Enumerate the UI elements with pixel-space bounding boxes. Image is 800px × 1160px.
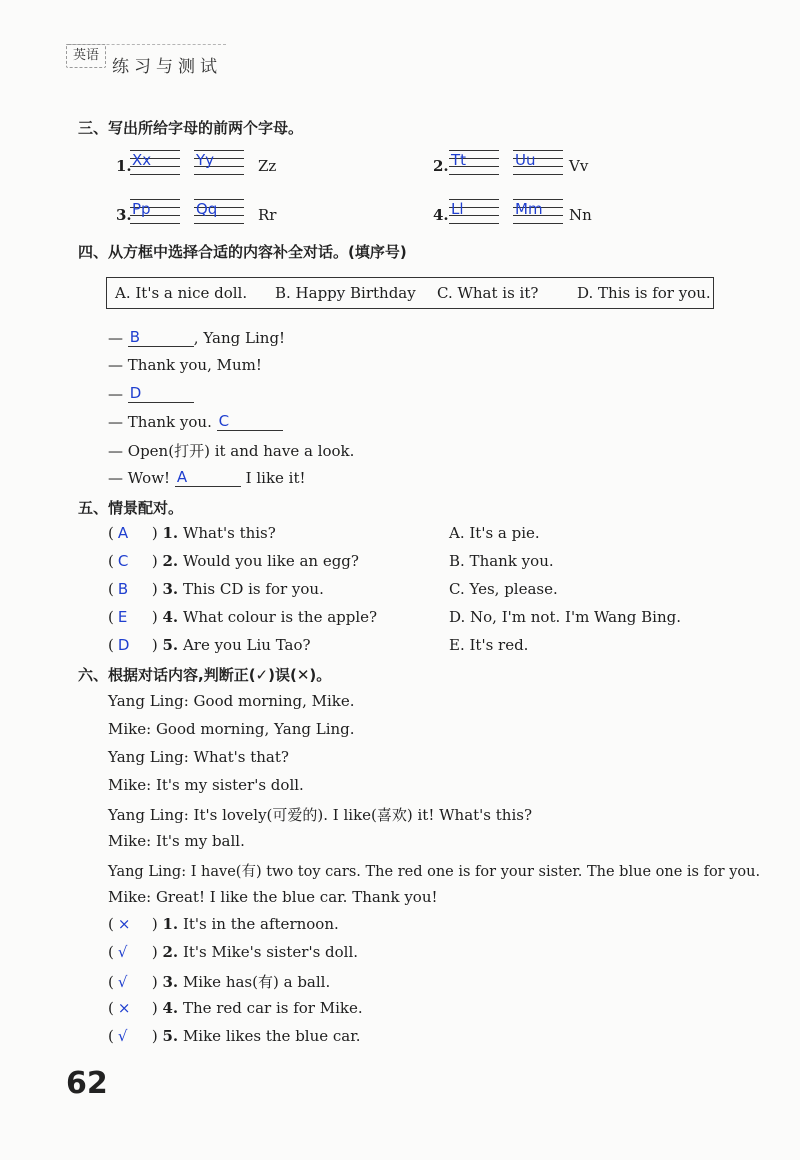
handwritten-answer: Pp xyxy=(132,200,151,218)
book-title: 练习与测试 xyxy=(112,57,222,77)
answer-blank[interactable] xyxy=(175,468,241,487)
item-number: 1. xyxy=(116,157,132,175)
handwritten-answer: Mm xyxy=(515,200,543,218)
answer-blank-2[interactable] xyxy=(513,150,563,174)
item-number: 2. xyxy=(433,157,449,175)
handwritten-answer: Xx xyxy=(132,151,152,169)
answer-blank-2[interactable] xyxy=(194,150,244,174)
item-number: 5. xyxy=(162,1027,179,1045)
match-question-3: ( B ) 3. This CD is for you. xyxy=(108,580,324,598)
handwritten-answer[interactable]: √ xyxy=(117,973,128,991)
handwritten-answer[interactable]: √ xyxy=(117,1027,128,1045)
option-c: C. What is it? xyxy=(437,284,539,302)
question-text: This CD is for you. xyxy=(182,580,324,598)
section6-title: 六、根据对话内容,判断正(✓)误(✕)。 xyxy=(78,666,332,684)
item-number: 3. xyxy=(116,206,132,224)
handwritten-answer: B xyxy=(129,328,141,346)
judge-statement-4: ( × ) 4. The red car is for Mike. xyxy=(108,999,363,1017)
item-number: 1. xyxy=(162,524,179,542)
dash: — xyxy=(108,442,123,460)
handwritten-answer[interactable]: E xyxy=(117,608,128,626)
handwritten-answer: Yy xyxy=(196,151,215,169)
answer-blank-1[interactable] xyxy=(130,150,180,174)
dialogue-line-4 xyxy=(108,412,283,431)
handwritten-answer[interactable]: B xyxy=(117,580,129,598)
item-number: 5. xyxy=(162,636,179,654)
page-number: 62 xyxy=(66,1066,108,1101)
handwritten-answer[interactable]: √ xyxy=(117,943,128,961)
statement-text: It's in the afternoon. xyxy=(182,915,339,933)
dialogue-line-1 xyxy=(108,328,285,347)
match-question-1: ( A ) 1. What's this? xyxy=(108,524,276,542)
answer-blank-2[interactable] xyxy=(194,199,244,223)
match-question-5: ( D ) 5. Are you Liu Tao? xyxy=(108,636,311,654)
answer-blank-1[interactable] xyxy=(449,150,499,174)
dialogue-line-3 xyxy=(108,384,194,403)
statement-text: The red car is for Mike. xyxy=(182,999,363,1017)
handwritten-answer: A xyxy=(176,468,188,486)
dash: — xyxy=(108,413,123,431)
section5-title: 五、情景配对。 xyxy=(78,499,184,517)
item-number: 2. xyxy=(162,552,179,570)
option-a: A. It's a nice doll. xyxy=(115,284,248,302)
given-letter: Vv xyxy=(569,157,589,175)
handwritten-answer: Tt xyxy=(451,151,467,169)
dialogue-line-2 xyxy=(108,356,262,374)
judge-statement-1: ( × ) 1. It's in the afternoon. xyxy=(108,915,339,933)
item-number: 3. xyxy=(162,973,179,991)
item-number: 4. xyxy=(162,608,179,626)
handwritten-answer[interactable]: × xyxy=(117,999,131,1017)
handwritten-answer[interactable]: × xyxy=(117,915,131,933)
statement-text: It's Mike's sister's doll. xyxy=(182,943,359,961)
given-letter: Nn xyxy=(569,206,592,224)
subject-tag: 英语 xyxy=(66,44,106,68)
answer-blank[interactable] xyxy=(217,412,283,431)
dash: — xyxy=(108,469,123,487)
judge-statement-5: ( √ ) 5. Mike likes the blue car. xyxy=(108,1027,361,1045)
line-text: Thank you. xyxy=(127,413,212,431)
handwritten-answer: Qq xyxy=(196,200,218,218)
dialogue-text-1: Yang Ling: Good morning, Mike. xyxy=(108,692,355,710)
line-text: Thank you, Mum! xyxy=(127,356,262,374)
match-response-d: D. No, I'm not. I'm Wang Bing. xyxy=(449,608,681,626)
match-question-2: ( C ) 2. Would you like an egg? xyxy=(108,552,359,570)
match-response-a: A. It's a pie. xyxy=(449,524,540,542)
item-number: 1. xyxy=(162,915,179,933)
dash: — xyxy=(108,356,123,374)
item-number: 4. xyxy=(162,999,179,1017)
handwritten-answer: C xyxy=(218,412,230,430)
section4-title: 四、从方框中选择合适的内容补全对话。(填序号) xyxy=(78,243,407,261)
handwritten-answer: Uu xyxy=(515,151,536,169)
question-text: Would you like an egg? xyxy=(182,552,359,570)
answer-blank-2[interactable] xyxy=(513,199,563,223)
match-response-b: B. Thank you. xyxy=(449,552,554,570)
statement-text: Mike has(有) a ball. xyxy=(182,973,331,991)
line-text: Open(打开) it and have a look. xyxy=(127,442,355,460)
dialogue-text-6: Mike: It's my ball. xyxy=(108,832,245,850)
options-box xyxy=(106,277,714,309)
option-b: B. Happy Birthday xyxy=(275,284,416,302)
statement-text: Mike likes the blue car. xyxy=(182,1027,361,1045)
question-text: What's this? xyxy=(182,524,276,542)
item-number: 2. xyxy=(162,943,179,961)
dialogue-text-3: Yang Ling: What's that? xyxy=(108,748,289,766)
dialogue-text-2: Mike: Good morning, Yang Ling. xyxy=(108,720,355,738)
dash: — xyxy=(108,385,123,403)
item-number: 4. xyxy=(433,206,449,224)
question-text: Are you Liu Tao? xyxy=(182,636,311,654)
handwritten-answer[interactable]: C xyxy=(117,552,129,570)
answer-blank[interactable] xyxy=(128,384,194,403)
handwritten-answer: Ll xyxy=(451,200,464,218)
answer-blank-1[interactable] xyxy=(130,199,180,223)
answer-blank[interactable] xyxy=(128,328,194,347)
given-letter: Rr xyxy=(258,206,277,224)
line-text: I like it! xyxy=(245,469,306,487)
dialogue-text-4: Mike: It's my sister's doll. xyxy=(108,776,304,794)
handwritten-answer[interactable]: D xyxy=(117,636,130,654)
dialogue-text-5: Yang Ling: It's lovely(可爱的). I like(喜欢) it! What's this? xyxy=(108,806,532,824)
section3-title: 三、写出所给字母的前两个字母。 xyxy=(78,119,304,137)
item-number: 3. xyxy=(162,580,179,598)
question-text: What colour is the apple? xyxy=(182,608,378,626)
match-question-4: ( E ) 4. What colour is the apple? xyxy=(108,608,378,626)
dash: — xyxy=(108,329,123,347)
dialogue-line-5 xyxy=(108,440,354,461)
judge-statement-3: ( √ ) 3. Mike has(有) a ball. xyxy=(108,973,331,991)
answer-blank-1[interactable] xyxy=(449,199,499,223)
line-text: Wow! xyxy=(127,469,171,487)
judge-statement-2: ( √ ) 2. It's Mike's sister's doll. xyxy=(108,943,359,961)
match-response-c: C. Yes, please. xyxy=(449,580,558,598)
option-d: D. This is for you. xyxy=(577,284,711,302)
dialogue-text-8: Mike: Great! I like the blue car. Thank you! xyxy=(108,888,438,906)
line-text: , Yang Ling! xyxy=(193,329,286,347)
given-letter: Zz xyxy=(258,157,277,175)
dialogue-line-6 xyxy=(108,468,306,487)
handwritten-answer[interactable]: A xyxy=(117,524,129,542)
handwritten-answer: D xyxy=(129,384,142,402)
match-response-e: E. It's red. xyxy=(449,636,529,654)
dialogue-text-7: Yang Ling: I have(有) two toy cars. The red one is for your sister. The blue one is for you. xyxy=(108,864,761,880)
